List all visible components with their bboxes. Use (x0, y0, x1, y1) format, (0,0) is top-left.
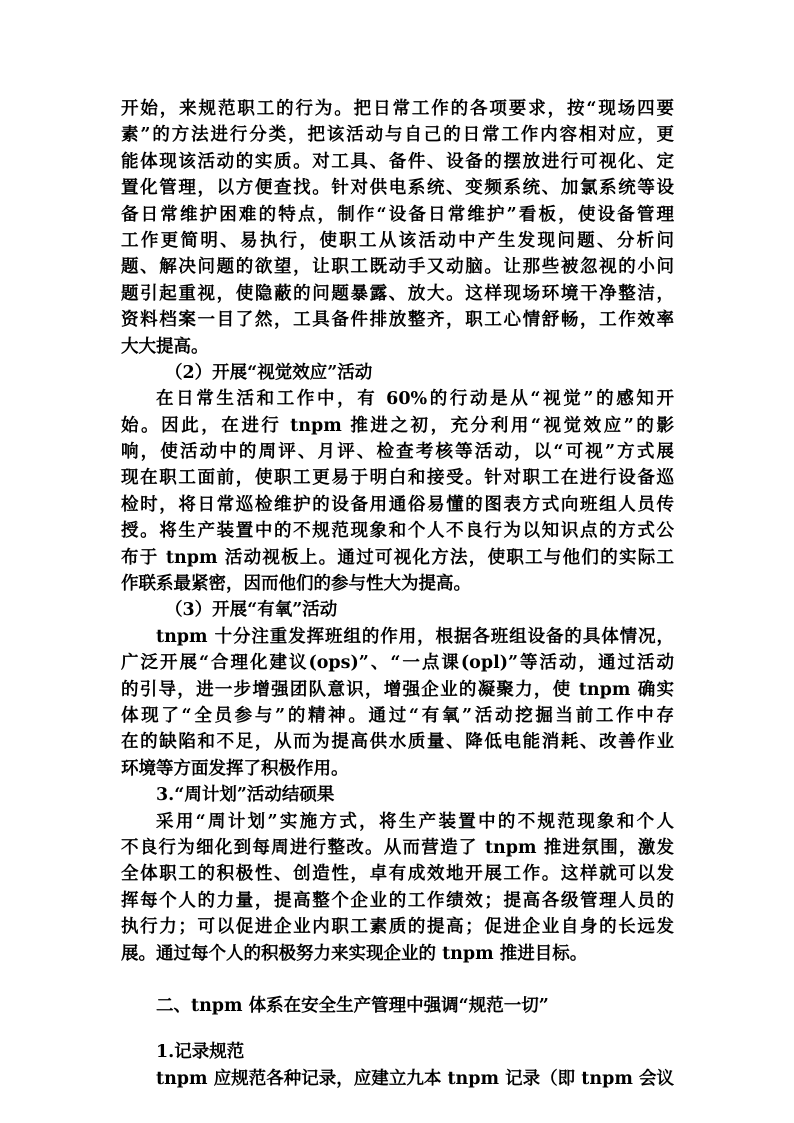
section-heading: 3.“周计划”活动结硕果 (156, 785, 335, 806)
body-line: 素”的方法进行分类，把该活动与自己的日常工作内容相对应，更 (121, 125, 674, 146)
body-line: 作联系最紧密，因而他们的参与性大为提高。 (121, 574, 471, 595)
body-line: tnpm 十分注重发挥班组的作用，根据各班组设备的具体情况， (156, 626, 674, 647)
section-heading: 1.记录规范 (156, 1042, 245, 1063)
body-line: 在日常生活和工作中，有 60%的行动是从“视觉”的感知开 (156, 389, 674, 410)
body-line: 展。通过每个人的积极努力来实现企业的 tnpm 推进目标。 (121, 943, 588, 964)
body-line: 检时，将日常巡检维护的设备用通俗易懂的图表方式向班组人员传 (121, 494, 674, 515)
body-line: 置化管理，以方便查找。针对供电系统、变频系统、加氯系统等设 (121, 178, 674, 199)
body-line: 题引起重视，使隐蔽的问题暴露、放大。这样现场环境干净整洁， (121, 283, 674, 304)
subheading: （2）开展“视觉效应”活动 (165, 362, 373, 383)
body-line: 始。因此，在进行 tnpm 推进之初，充分利用“视觉效应”的影 (121, 415, 674, 436)
body-line: tnpm 应规范各种记录，应建立九本 tnpm 记录（即 tnpm 会议 (156, 1068, 674, 1089)
body-line: 不良行为细化到每周进行整改。从而营造了 tnpm 推进氛围，激发 (121, 837, 674, 858)
body-line: 能体现该活动的实质。对工具、备件、设备的摆放进行可视化、定 (121, 151, 674, 172)
body-line: 广泛开展“合理化建议(ops)”、“一点课(opl)”等活动，通过活动 (121, 653, 674, 674)
body-line: 大大提高。 (121, 336, 209, 357)
body-line: 备日常维护困难的特点，制作“设备日常维护”看板，使设备管理 (121, 204, 674, 225)
body-line: 执行力；可以促进企业内职工素质的提高；促进企业自身的长远发 (121, 917, 674, 938)
body-line: 体现了“全员参与”的精神。通过“有氧”活动挖掘当前工作中存 (121, 705, 674, 726)
body-line: 授。将生产装置中的不规范现象和个人不良行为以知识点的方式公 (121, 521, 674, 542)
document-page (121, 96, 674, 1092)
body-line: 的引导，进一步增强团队意识，增强企业的凝聚力，使 tnpm 确实 (121, 679, 674, 700)
body-line: 现在职工面前，使职工更易于明白和接受。针对职工在进行设备巡 (121, 468, 674, 489)
body-line: 开始，来规范职工的行为。把日常工作的各项要求，按“现场四要 (121, 99, 674, 119)
body-line: 响，使活动中的周评、月评、检查考核等活动，以“可视”方式展 (121, 442, 674, 463)
body-line: 资料档案一目了然，工具备件排放整齐，职工心情舒畅，工作效率 (121, 310, 674, 331)
subheading: （3）开展“有氧”活动 (165, 600, 338, 621)
body-line: 采用“周计划”实施方式，将生产装置中的不规范现象和个人 (156, 811, 674, 832)
body-line: 布于 tnpm 活动视板上。通过可视化方法，使职工与他们的实际工 (121, 547, 674, 568)
body-line: 全体职工的积极性、创造性，卓有成效地开展工作。这样就可以发 (121, 864, 674, 885)
chapter-heading: 二、tnpm 体系在安全生产管理中强调“规范一切” (156, 995, 549, 1016)
body-line: 环境等方面发挥了积极作用。 (121, 758, 349, 779)
body-line: 在的缺陷和不足，从而为提高供水质量、降低电能消耗、改善作业 (121, 732, 674, 753)
body-line: 工作更简明、易执行，使职工从该活动中产生发现问题、分析问 (121, 230, 674, 251)
body-line: 题、解决问题的欲望，让职工既动手又动脑。让那些被忽视的小问 (121, 257, 674, 278)
body-line: 挥每个人的力量，提高整个企业的工作绩效；提高各级管理人员的 (121, 890, 674, 911)
